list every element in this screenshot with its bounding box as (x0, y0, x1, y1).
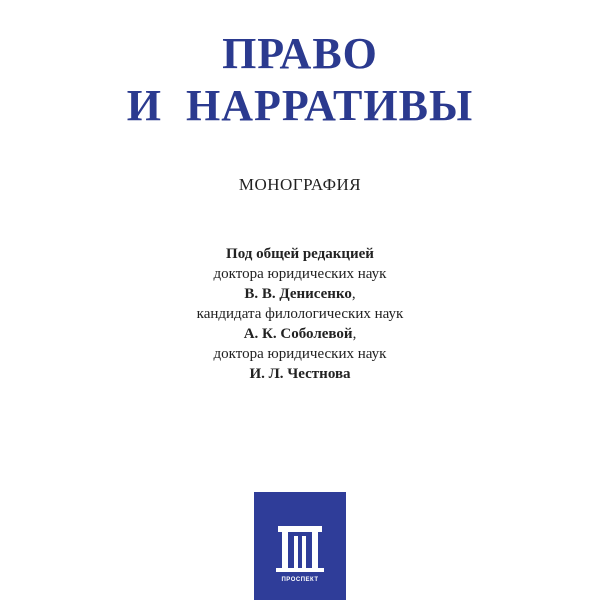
editor-degree-2: кандидата филологических наук (196, 306, 404, 322)
editor-degree-1: доктора юридических наук (213, 266, 387, 282)
editor-separator-1: , (351, 286, 356, 302)
editors-block (0, 244, 600, 384)
publisher-building-icon (270, 522, 330, 574)
publisher-logo-text: ПРОСПЕКТ (281, 577, 319, 583)
editor-separator-2: , (352, 326, 357, 342)
editor-name-3: И. Л. Честнова (249, 366, 351, 382)
editor-name-row-1 (0, 284, 600, 304)
editor-name-2: А. К. Соболевой (243, 326, 353, 342)
editor-name-row-2 (0, 324, 600, 344)
book-title (0, 28, 600, 132)
editor-name-1: В. В. Денисенко (244, 286, 352, 302)
publisher-logo (254, 492, 346, 600)
title-line-2: И НАРРАТИВЫ (126, 81, 474, 130)
editor-degree-3: доктора юридических наук (213, 346, 387, 362)
editors-intro: Под общей редакцией (226, 246, 374, 262)
title-line-1: ПРАВО (222, 29, 378, 78)
book-subtitle: МОНОГРАФИЯ (238, 175, 362, 194)
